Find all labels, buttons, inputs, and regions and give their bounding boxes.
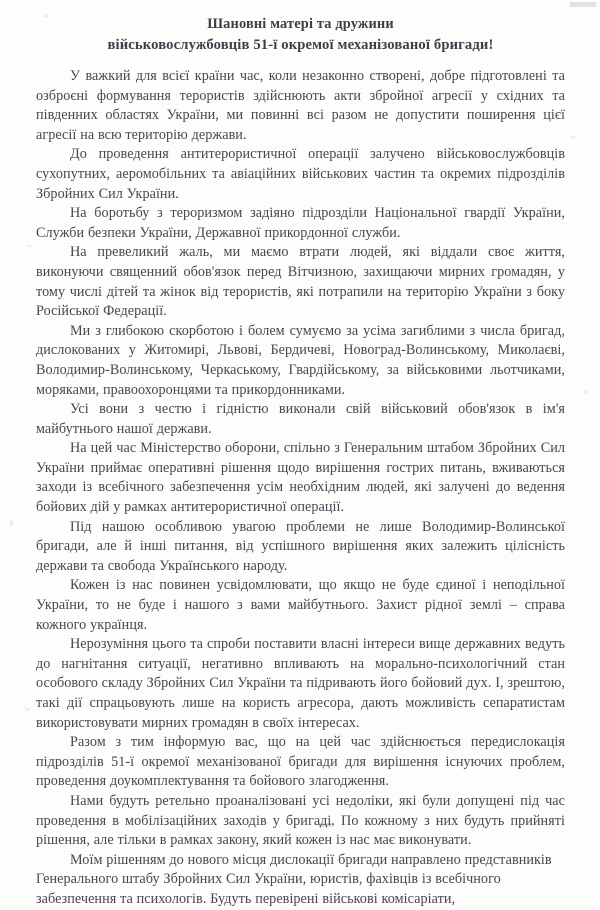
paragraph: На цей час Міністерство оборони, спільно з Генеральним штабом Збройних Сил України приймає оперативні рішення щодо вирішення гострих питань, вживаються заходи із всебічного забезпечення усім необхідним людей, які залучені до ведення бойових дій у рамках антитерористичної операції. (36, 440, 565, 516)
heading-line-2: військовослужбовців 51-ї окремої механізованої бригади! (107, 36, 494, 53)
paragraph: У важкий для всієї країни час, коли незаконно створені, добре підготовлені та озброєні формування терористів здійснюють акти збройної агресії у східних та південних областях України, ми повинні всі разом не допустити поширення цієї агресії на всю територію держави. (36, 68, 565, 143)
letter-body (36, 67, 565, 910)
letter-heading (36, 14, 565, 55)
paragraph: Під нашою особливою увагою проблеми не лише Володимир-Волинської бригади, але й інші питання, від успішного вирішення яких залежить цілісність держави та свобода Українського народу. (36, 518, 565, 574)
paragraph: Нами будуть ретельно проаналізовані усі недоліки, які були допущені під час проведення в мобілізаційних заходів у бригаді. По кожному з них будуть прийняті рішення, але тільки в рамках закону, який кожен із нас має виконувати. (36, 792, 565, 849)
paragraph: Моїм рішенням до нового місця дислокації бригади направлено представників Генерального штабу Збройних Сил України, юристів, фахівців із всебічного забезпечення та психологів. Будуть перевірені військові комісаріати, (36, 851, 552, 907)
paragraph: Кожен із нас повинен усвідомлювати, що якщо не буде єдиної і неподільної України, то не буде і нашого з вами майбутнього. Захист рідної землі – справа кожного українця. (36, 577, 565, 633)
paragraph: На боротьбу з тероризмом задіяно підрозділи Національної гвардії України, Служби безпеки України, Державної прикордонної служби. (36, 205, 565, 241)
paragraph: На превеликий жаль, ми маємо втрати людей, які віддали своє життя, виконуючи священний обов'язок перед Вітчизною, захищаючи мирних громадян, у тому числі дітей та жінок від терористів, які потрапили на територію України з боку Російської Федерації. (36, 244, 565, 320)
paragraph: До проведення антитерористичної операції залучено військовослужбовців сухопутних, аеромобільних та авіаційних військових частин та окремих підрозділів Збройних Сил України. (36, 146, 565, 202)
paragraph: Усі вони з честю і гідністю виконали свій військовий обов'язок в ім'я майбутнього нашої держави. (36, 401, 565, 437)
paragraph: Ми з глибокою скорботою і болем сумуємо за усіма загиблими з числа бригад, дислокованих у Житомирі, Львові, Бердичеві, Новоград-Волинському, Миколаєві, Володимир-Волинському, Черкаському, Гвардійському, за військовими льотчиками, моряками, правоохоронцями та прикордонниками. (36, 322, 565, 398)
heading-line-1: Шановні матері та дружини (207, 16, 394, 32)
paragraph: Нерозуміння цього та спроби поставити власні інтереси вище державних ведуть до нагнітання ситуації, негативно впливають на морально-психологічний стан особового складу Збройних Сил України та підривають його бойовий дух. І, зрештою, такі дії спрацьовують лише на користь агресора, дають можливість сепаратистам використовувати мирних громадян в своїх інтересах. (36, 636, 565, 731)
paragraph: Разом з тим інформую вас, що на цей час здійснюється передислокація підрозділів 51-ї окремої механізованої бригади для вирішення існуючих проблем, проведення доукомплектування та бойового злагодження. (36, 734, 565, 790)
